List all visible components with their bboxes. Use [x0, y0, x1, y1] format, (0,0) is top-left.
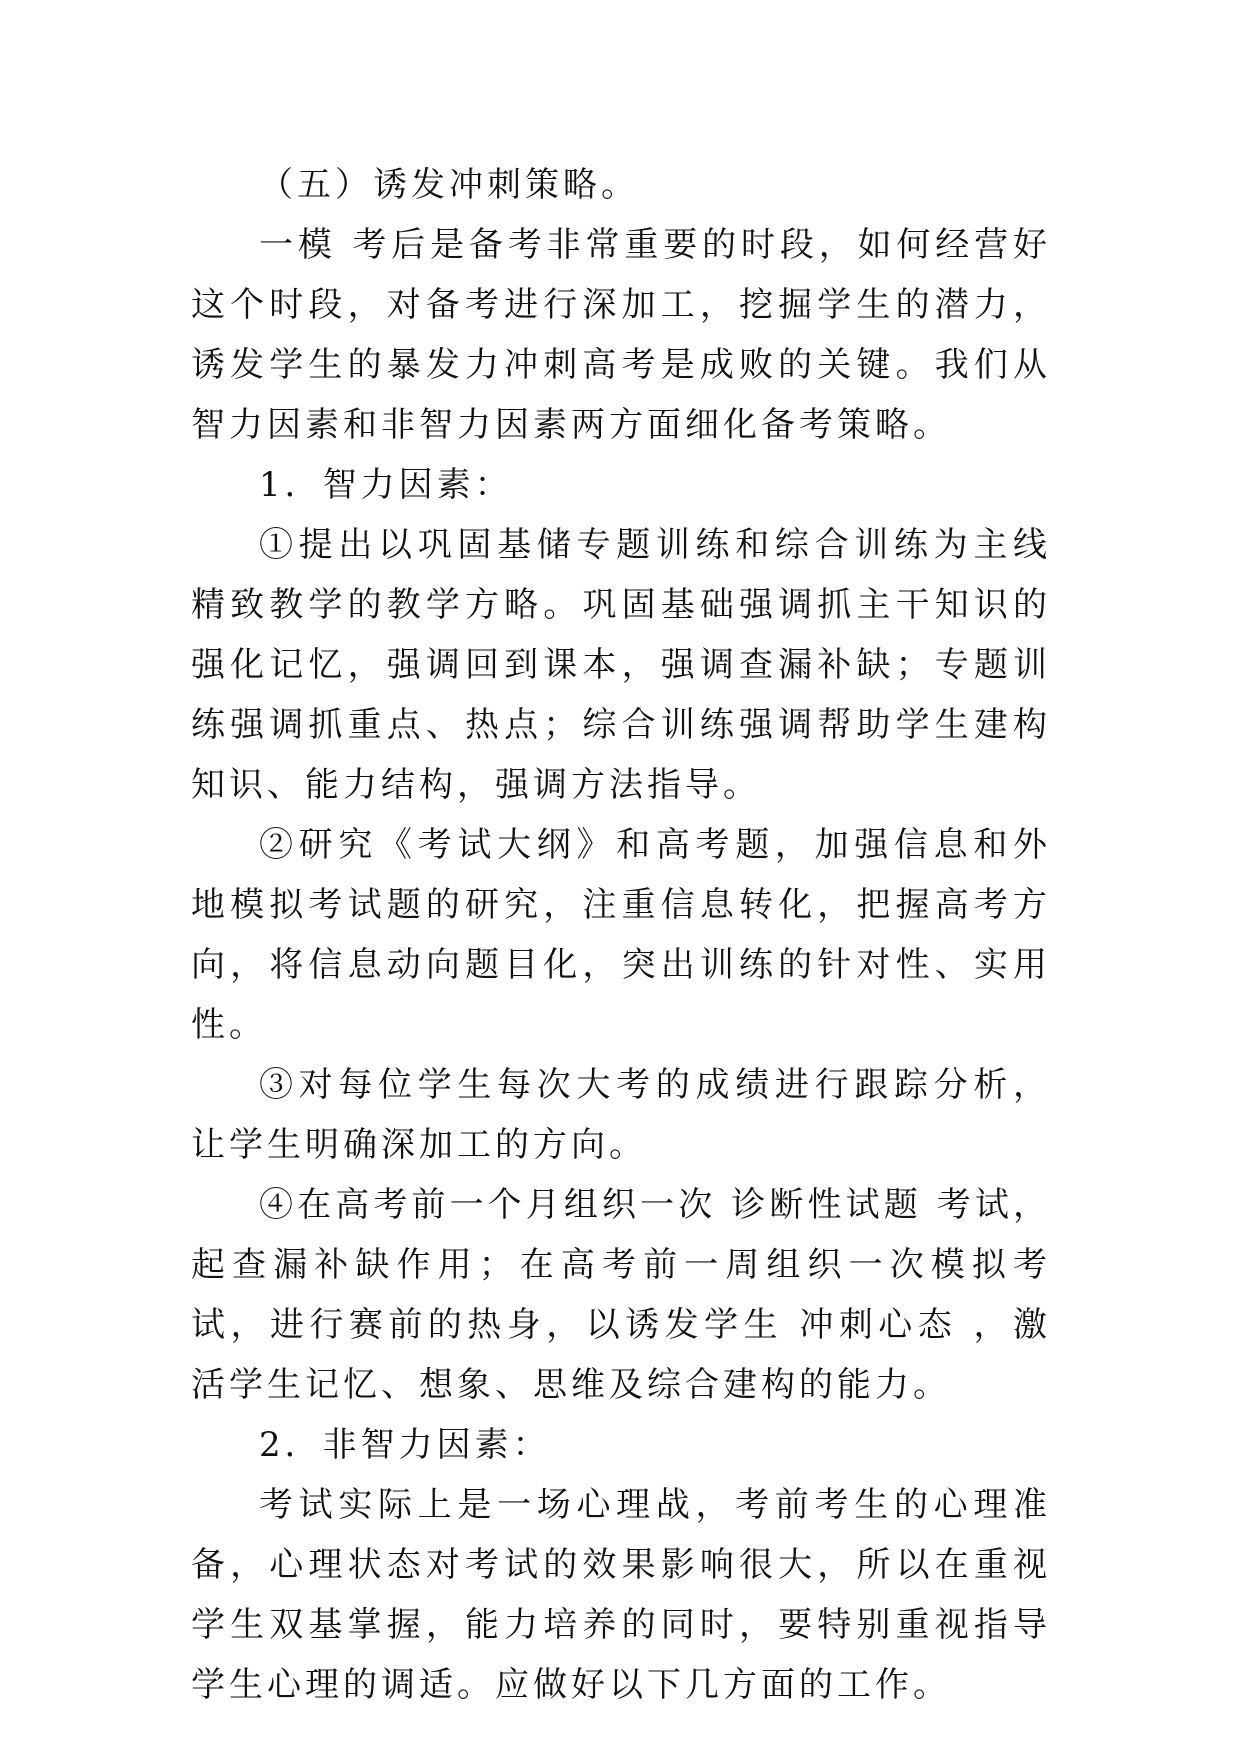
list-item: ④在高考前一个月组织一次 诊断性试题 考试，起查漏补缺作用；在高考前一周组织一次模拟考试，进行赛前的热身，以诱发学生 冲刺心态 ，激活学生记忆、想象、思维及综合建构的能力。 — [191, 1185, 1051, 1405]
section-heading: （五）诱发冲刺策略。 — [259, 165, 639, 205]
list-item: ①提出以巩固基储专题训练和综合训练为主线精致教学的教学方略。巩固基础强调抓主干知识的强化记忆，强调回到课本，强调查漏补缺；专题训练强调抓重点、热点；综合训练强调帮助学生建构知识、能力结构，强调方法指导。 — [191, 525, 1051, 805]
list-item: ③对每位学生每次大考的成绩进行跟踪分析，让学生明确深加工的方向。 — [191, 1065, 1051, 1165]
body-paragraph: 一模 考后是备考非常重要的时段，如何经营好这个时段，对备考进行深加工，挖掘学生的潜力，诱发学生的暴发力冲刺高考是成败的关键。我们从智力因素和非智力因素两方面细化备考策略。 — [191, 225, 1051, 445]
list-item: ②研究《考试大纲》和高考题，加强信息和外地模拟考试题的研究，注重信息转化，把握高考方向，将信息动向题目化，突出训练的针对性、实用性。 — [191, 825, 1051, 1045]
body-paragraph: 考试实际上是一场心理战，考前考生的心理准备，心理状态对考试的效果影响很大，所以在重视学生双基掌握，能力培养的同时，要特别重视指导学生心理的调适。应做好以下几方面的工作。 — [191, 1485, 1051, 1705]
subsection-heading: 1．智力因素： — [259, 465, 513, 505]
document-body — [191, 155, 1051, 1715]
subsection-heading: 2．非智力因素： — [259, 1425, 551, 1465]
